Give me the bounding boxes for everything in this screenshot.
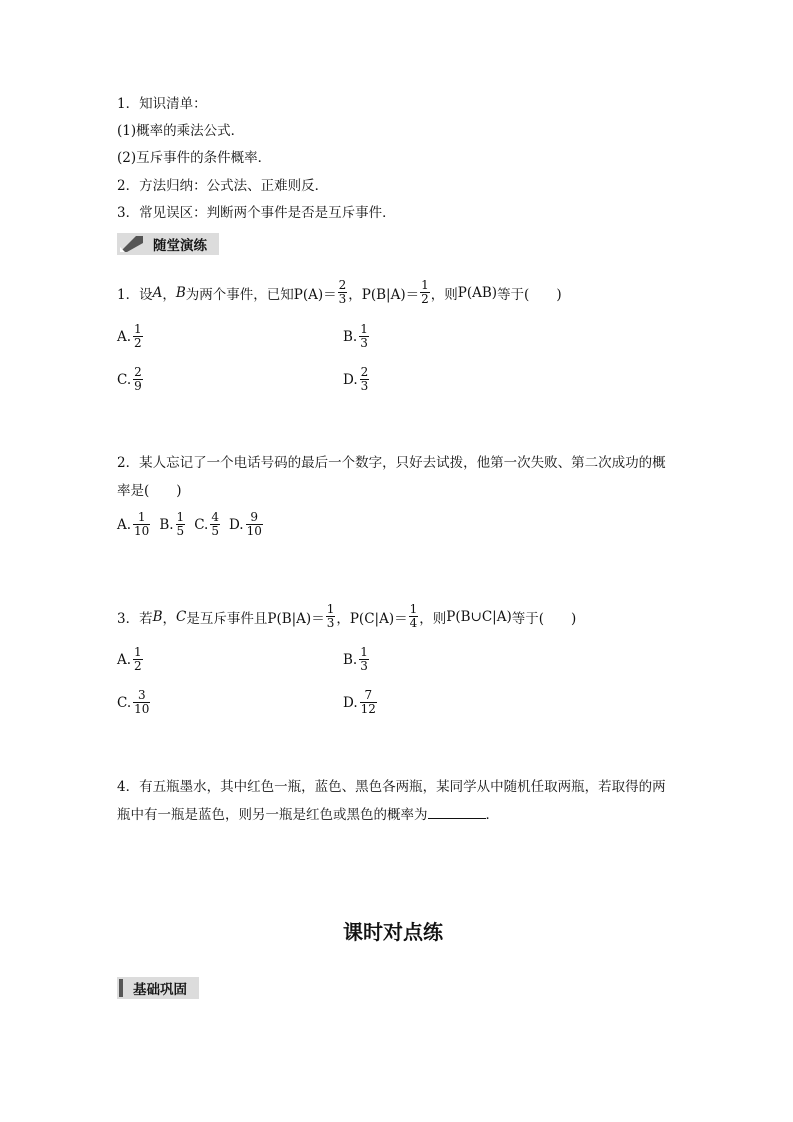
section-banner-basics bbox=[117, 977, 199, 999]
question-1 bbox=[117, 279, 562, 306]
q3-text: 是互斥事件且 bbox=[186, 610, 268, 627]
q2-option-b[interactable]: B. $\frac{1}{5}$ bbox=[159, 510, 185, 538]
q1-event-a: A bbox=[152, 284, 163, 301]
q2-options bbox=[117, 511, 264, 538]
summary-line-3: (2)互斥事件的条件概率． bbox=[117, 150, 272, 166]
q3-option-d[interactable]: D. $\frac{7}{12}$ bbox=[343, 688, 376, 716]
q3-comma: ， bbox=[162, 610, 177, 627]
q3-event-b: B bbox=[152, 608, 163, 625]
summary-line-5: 3．常见误区：判断两个事件是否是互斥事件． bbox=[117, 205, 396, 221]
q1-option-b[interactable]: B. $\frac{1}{3}$ bbox=[343, 322, 368, 350]
q1-prob-a: P(A)＝ bbox=[293, 286, 337, 303]
q3-prob-c-given-a: P(C|A)＝ bbox=[349, 610, 408, 627]
q3-prob-union: P(B∪C|A) bbox=[446, 608, 512, 625]
q3-fraction-2: $\frac{1}{4}$ bbox=[409, 602, 418, 630]
q4-line-1: 4．有五瓶墨水，其中红色一瓶，蓝色、黑色各两瓶，某同学从中随机任取两瓶，若取得的两 bbox=[117, 779, 666, 795]
q3-option-c[interactable]: C. $\frac{3}{10}$ bbox=[117, 688, 150, 716]
q2-option-d[interactable]: D. $\frac{9}{10}$ bbox=[228, 510, 262, 538]
pencil-icon bbox=[117, 233, 147, 255]
q1-prefix: 1．设 bbox=[117, 286, 153, 303]
q1-end: 等于( ) bbox=[497, 286, 562, 303]
banner-marker-icon bbox=[117, 977, 129, 999]
summary-line-4: 2．方法归纳：公式法、正难则反． bbox=[117, 178, 329, 194]
q1-text: 为两个事件，已知 bbox=[185, 286, 294, 303]
q1-option-d[interactable]: D. $\frac{2}{3}$ bbox=[343, 365, 369, 393]
section-banner-practice bbox=[117, 233, 219, 255]
q3-end: 等于( ) bbox=[511, 610, 577, 627]
summary-line-1: 1．知识清单： bbox=[117, 96, 207, 112]
q3-fraction-1: $\frac{1}{3}$ bbox=[326, 602, 335, 630]
q3-event-c: C bbox=[176, 608, 187, 625]
q2-option-a[interactable]: A. $\frac{1}{10}$ bbox=[117, 510, 150, 538]
section-title-practice: 随堂演练 bbox=[147, 233, 219, 255]
section-title-basics: 基础巩固 bbox=[129, 977, 199, 999]
q3-tail: ，则 bbox=[419, 610, 447, 627]
q4-line-2 bbox=[117, 805, 499, 825]
q1-separator: ， bbox=[348, 286, 362, 303]
q1-prob-ab: P(AB) bbox=[457, 284, 498, 301]
q1-prob-b-given-a: P(B|A)＝ bbox=[361, 286, 420, 303]
q1-option-a[interactable]: A. $\frac{1}{2}$ bbox=[117, 322, 142, 350]
summary-line-2: (1)概率的乘法公式． bbox=[117, 123, 245, 139]
q3-prob-b-given-a: P(B|A)＝ bbox=[267, 610, 325, 627]
q1-tail: ，则 bbox=[430, 286, 458, 303]
q1-comma: ， bbox=[162, 286, 176, 303]
q3-option-a[interactable]: A. $\frac{1}{2}$ bbox=[117, 645, 142, 673]
q1-option-c[interactable]: C. $\frac{2}{9}$ bbox=[117, 365, 142, 393]
q3-prefix: 3．若 bbox=[117, 610, 153, 627]
main-heading: 课时对点练 bbox=[343, 920, 443, 944]
q4-answer-blank[interactable] bbox=[428, 805, 486, 819]
question-3 bbox=[117, 603, 576, 630]
q1-fraction-2: $\frac{1}{2}$ bbox=[421, 278, 429, 306]
q2-line-2: 率是( ) bbox=[117, 483, 182, 499]
q2-line-1: 2．某人忘记了一个电话号码的最后一个数字，只好去试拨，他第一次失败、第二次成功的概 bbox=[117, 455, 666, 471]
q2-option-c[interactable]: C. $\frac{4}{5}$ bbox=[194, 510, 219, 538]
q1-fraction-1: $\frac{2}{3}$ bbox=[338, 278, 347, 306]
q1-event-b: B bbox=[175, 284, 186, 301]
q4-line-2-text: 瓶中有一瓶是蓝色，则另一瓶是红色或黑色的概率为 bbox=[117, 807, 428, 823]
q4-line-2-end: ． bbox=[485, 807, 499, 823]
q3-option-b[interactable]: B. $\frac{1}{3}$ bbox=[343, 645, 368, 673]
q3-separator: ， bbox=[336, 610, 350, 627]
